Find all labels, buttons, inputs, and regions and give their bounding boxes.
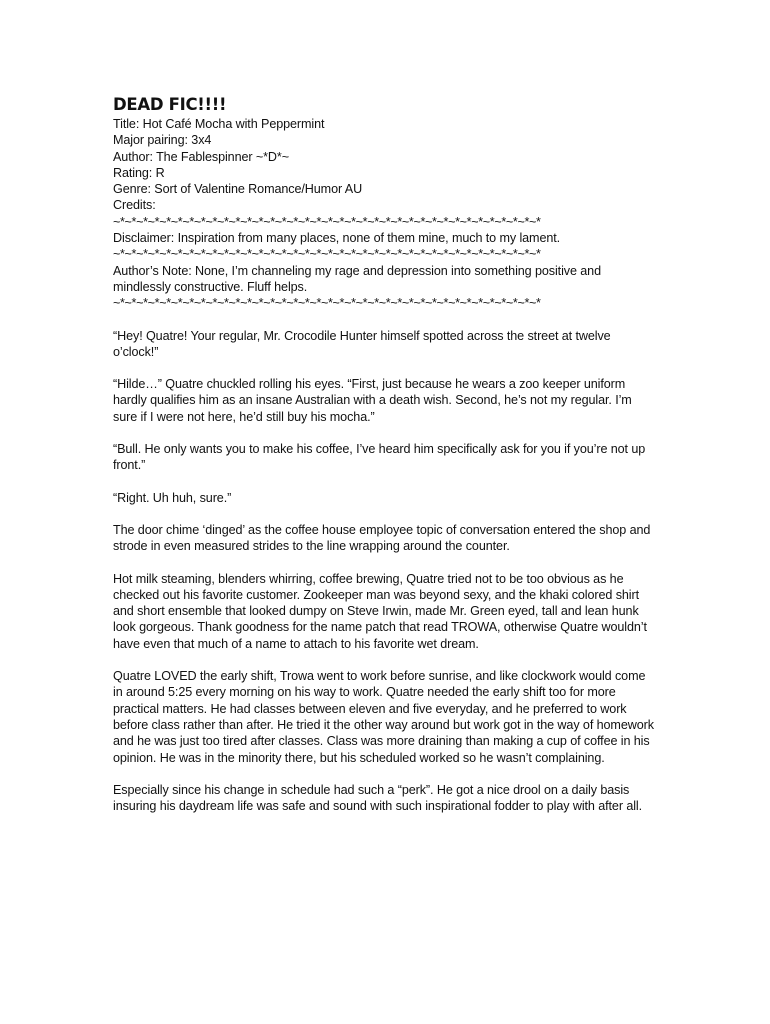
story-paragraph: “Hey! Quatre! Your regular, Mr. Crocodile Hunter himself spotted across the street at twelve o’clock!” (113, 328, 611, 359)
story-paragraph: Especially since his change in schedule had such a “perk”. He got a nice drool on a daily basis insuring his daydream life was safe and sound with such inspirational fodder to play with after all. (113, 782, 643, 814)
header-credits: Credits: (113, 198, 156, 213)
authors-note: Author’s Note: None, I’m channeling my rage and depression into something positive and mindlessly constructive. Fluff helps. (113, 263, 601, 294)
header-rating: Rating: R (113, 165, 165, 180)
story-paragraph: Quatre LOVED the early shift, Trowa went to work before sunrise, and like clockwork would come in around 5:25 every morning on his way to work. Quatre needed the early shift too for more practical matters. He had classes between eleven and five everyday, and he preferred to work before class rather than after. He tried it the other way around but work got in the way of homework and he was just too tired after classes. Class was more draining than making a cup of coffee in his opinion. He was in the minority there, but his scheduled worked so he wasn’t complaining. (113, 669, 654, 765)
story-paragraph: “Bull. He only wants you to make his coffee, I’ve heard him specifically ask for you if you’re not up front.” (113, 442, 646, 473)
header-genre: Genre: Sort of Valentine Romance/Humor AU (113, 182, 363, 197)
story-paragraph: The door chime ‘dinged’ as the coffee house employee topic of conversation entered the shop and strode in even measured strides to the line wrapping around the counter. (113, 522, 651, 554)
document-body (113, 95, 658, 814)
header-title: Title: Hot Café Mocha with Peppermint (113, 117, 325, 131)
disclaimer: Disclaimer: Inspiration from many places, none of them mine, much to my lament. (113, 231, 561, 246)
story-paragraph: “Right. Uh huh, sure.” (113, 490, 232, 505)
story-paragraph: Hot milk steaming, blenders whirring, coffee brewing, Quatre tried not to be too obvious as he checked out his favorite customer. Zookeeper man was beyond sexy, and the khaki colored shirt and short ensemble that looked dumpy on Steve Irwin, made Mr. Green eyed, tall and lean hunk look gorgeous. Thank goodness for the name patch that read TROWA, otherwise Quatre wouldn’t have even that much of a name to attach to his favorite wet dream. (113, 571, 647, 651)
story-paragraph: “Hilde…” Quatre chuckled rolling his eyes. “First, just because he wears a zoo keeper uniform hardly qualifies him as an insane Australian with a death wish. Second, he’s not my regular. I’m sure if I were not here, he’d still buy his mocha.” (113, 377, 632, 424)
header-pairing: Major pairing: 3x4 (113, 133, 212, 148)
separator-line: ~*~*~*~*~*~*~*~*~*~*~*~*~*~*~*~*~*~*~*~*~*~*~*~*~*~*~*~*~*~*~*~*~*~*~*~*~* (113, 214, 541, 229)
document-heading: DEAD FIC!!!! (113, 95, 227, 114)
header-author: Author: The Fablespinner ~*D*~ (113, 149, 289, 164)
separator-line: ~*~*~*~*~*~*~*~*~*~*~*~*~*~*~*~*~*~*~*~*~*~*~*~*~*~*~*~*~*~*~*~*~*~*~*~*~* (113, 247, 541, 262)
separator-line: ~*~*~*~*~*~*~*~*~*~*~*~*~*~*~*~*~*~*~*~*~*~*~*~*~*~*~*~*~*~*~*~*~*~*~*~*~* (113, 296, 541, 311)
